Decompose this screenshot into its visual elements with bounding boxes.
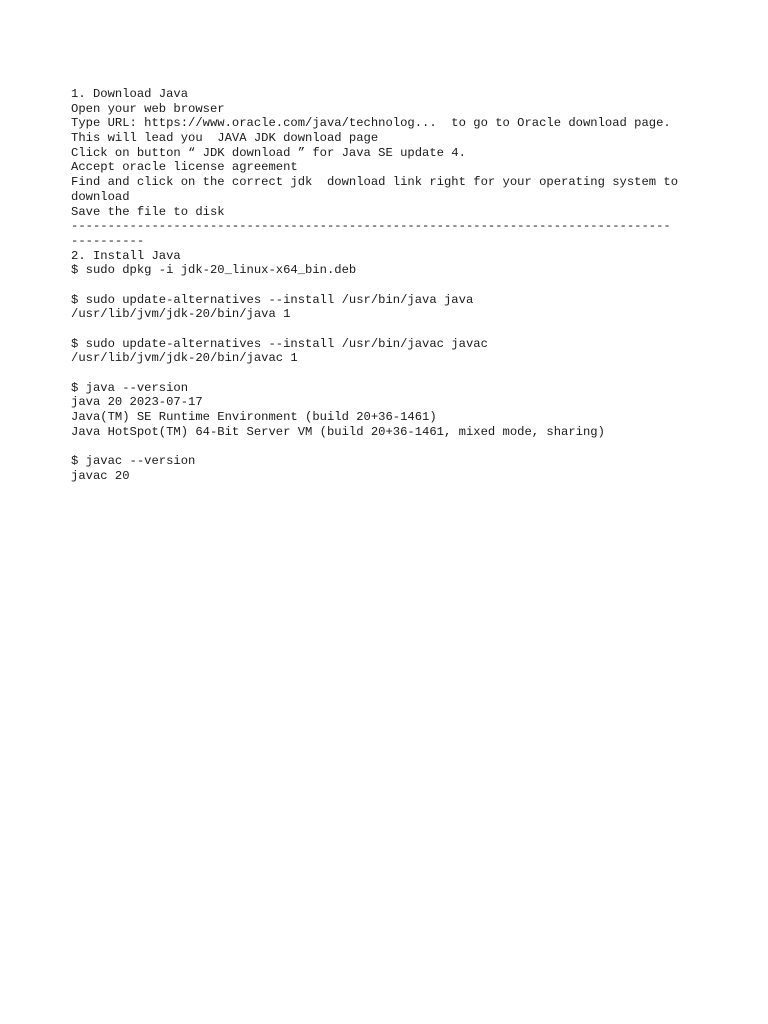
command-alternatives-javac-path: /usr/lib/jvm/jdk-20/bin/javac 1 <box>71 351 298 366</box>
command-alternatives-java-path: /usr/lib/jvm/jdk-20/bin/java 1 <box>71 307 291 322</box>
instruction-line: Accept oracle license agreement <box>71 160 298 175</box>
instruction-line: Type URL: https://www.oracle.com/java/technolog... to go to Oracle download page. <box>71 116 671 131</box>
document-body <box>71 87 731 484</box>
divider-line: ---------------------------------------------------------------------------------- <box>71 219 671 234</box>
blank-line <box>71 366 731 381</box>
section-heading-install: 2. Install Java <box>71 248 181 263</box>
output-line: Java(TM) SE Runtime Environment (build 20+36-1461) <box>71 410 437 425</box>
instruction-line: Find and click on the correct jdk download link right for your operating system to <box>71 175 679 190</box>
blank-line <box>71 440 731 455</box>
blank-line <box>71 278 731 293</box>
command-java-version: $ java --version <box>71 380 189 395</box>
output-line: Java HotSpot(TM) 64-Bit Server VM (build 20+36-1461, mixed mode, sharing) <box>71 424 605 439</box>
command-alternatives-java: $ sudo update-alternatives --install /usr/bin/java java <box>71 292 474 307</box>
instruction-line: This will lead you JAVA JDK download page <box>71 131 379 146</box>
output-line: java 20 2023-07-17 <box>71 395 203 410</box>
instruction-line: Open your web browser <box>71 101 225 116</box>
command-alternatives-javac: $ sudo update-alternatives --install /usr/bin/javac javac <box>71 336 488 351</box>
instruction-line: Save the file to disk <box>71 204 225 219</box>
output-line: javac 20 <box>71 468 130 483</box>
command-javac-version: $ javac --version <box>71 454 196 469</box>
command-dpkg-install: $ sudo dpkg -i jdk-20_linux-x64_bin.deb <box>71 263 357 278</box>
blank-line <box>71 322 731 337</box>
divider-line-continued: ---------- <box>71 233 145 248</box>
instruction-line: download <box>71 189 130 204</box>
instruction-line: Click on button “ JDK download ” for Java SE update 4. <box>71 145 466 160</box>
section-heading-download: 1. Download Java <box>71 87 189 101</box>
